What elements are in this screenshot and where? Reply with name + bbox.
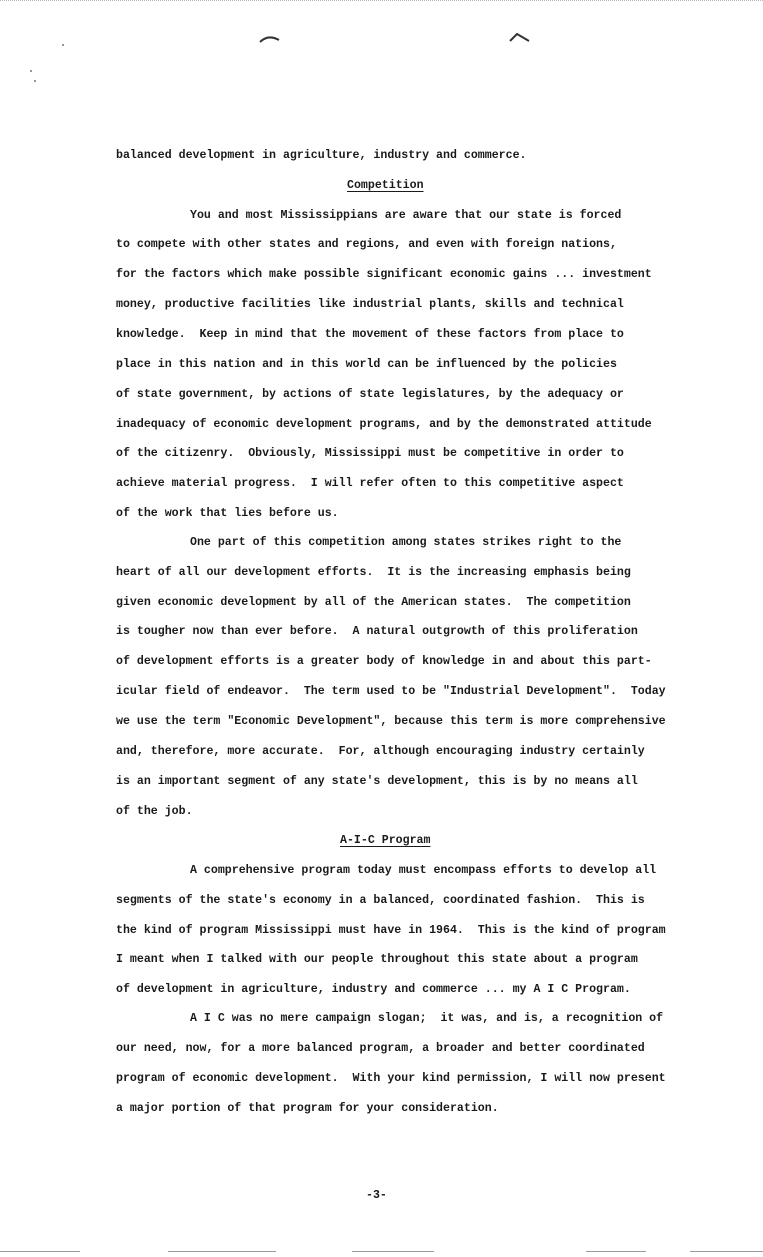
text-line: You and most Mississippians are aware that our state is forced bbox=[190, 209, 622, 222]
text-line: place in this nation and in this world can be influenced by the policies bbox=[116, 358, 617, 371]
text-line: for the factors which make possible significant economic gains ... investment bbox=[116, 268, 652, 281]
text-line: of the job. bbox=[116, 805, 193, 818]
text-line: I meant when I talked with our people throughout this state about a program bbox=[116, 953, 638, 966]
text-line: icular field of endeavor. The term used to be "Industrial Development". Today bbox=[116, 685, 666, 698]
text-line: segments of the state's economy in a balanced, coordinated fashion. This is bbox=[116, 894, 645, 907]
text-line: knowledge. Keep in mind that the movement of these factors from place to bbox=[116, 328, 624, 341]
text-line: our need, now, for a more balanced program, a broader and better coordinated bbox=[116, 1042, 645, 1055]
scan-rule bbox=[168, 1251, 276, 1252]
text-line: of state government, by actions of state legislatures, by the adequacy or bbox=[116, 388, 624, 401]
text-line: is tougher now than ever before. A natural outgrowth of this proliferation bbox=[116, 625, 638, 638]
scan-speck bbox=[62, 44, 64, 46]
text-line: of the citizenry. Obviously, Mississippi must be competitive in order to bbox=[116, 447, 624, 460]
text-line: to compete with other states and regions, and even with foreign nations, bbox=[116, 238, 617, 251]
text-line: heart of all our development efforts. It is the increasing emphasis being bbox=[116, 566, 631, 579]
text-line: One part of this competition among states strikes right to the bbox=[190, 536, 622, 549]
text-line: A comprehensive program today must encompass efforts to develop all bbox=[190, 864, 657, 877]
text-line: program of economic development. With your kind permission, I will now present bbox=[116, 1072, 666, 1085]
scan-mark-left bbox=[259, 34, 273, 42]
section-heading-competition: Competition bbox=[347, 179, 424, 192]
scan-rule bbox=[0, 1251, 80, 1252]
scan-mark-right bbox=[509, 33, 523, 41]
section-heading-aic-program: A-I-C Program bbox=[340, 834, 431, 847]
page-top-edge bbox=[0, 0, 763, 1]
text-line: we use the term "Economic Development", because this term is more comprehensive bbox=[116, 715, 666, 728]
text-line: of development efforts is a greater body of knowledge in and about this part- bbox=[116, 655, 652, 668]
scan-rule bbox=[586, 1251, 646, 1252]
text-line: balanced development in agriculture, industry and commerce. bbox=[116, 149, 527, 162]
scan-rule bbox=[352, 1251, 434, 1252]
text-line: and, therefore, more accurate. For, although encouraging industry certainly bbox=[116, 745, 645, 758]
text-line: of the work that lies before us. bbox=[116, 507, 339, 520]
text-line: of development in agriculture, industry and commerce ... my A I C Program. bbox=[116, 983, 631, 996]
scan-speck bbox=[30, 70, 32, 72]
text-line: given economic development by all of the American states. The competition bbox=[116, 596, 631, 609]
text-line: is an important segment of any state's development, this is by no means all bbox=[116, 775, 638, 788]
text-line: the kind of program Mississippi must have in 1964. This is the kind of program bbox=[116, 924, 666, 937]
text-line: achieve material progress. I will refer often to this competitive aspect bbox=[116, 477, 624, 490]
text-line: a major portion of that program for your consideration. bbox=[116, 1102, 499, 1115]
text-line: money, productive facilities like industrial plants, skills and technical bbox=[116, 298, 624, 311]
text-line: A I C was no mere campaign slogan; it was, and is, a recognition of bbox=[190, 1012, 664, 1025]
page-number: -3- bbox=[366, 1189, 387, 1202]
scan-rule bbox=[690, 1251, 763, 1252]
scan-speck bbox=[34, 80, 36, 82]
text-line: inadequacy of economic development programs, and by the demonstrated attitude bbox=[116, 418, 652, 431]
